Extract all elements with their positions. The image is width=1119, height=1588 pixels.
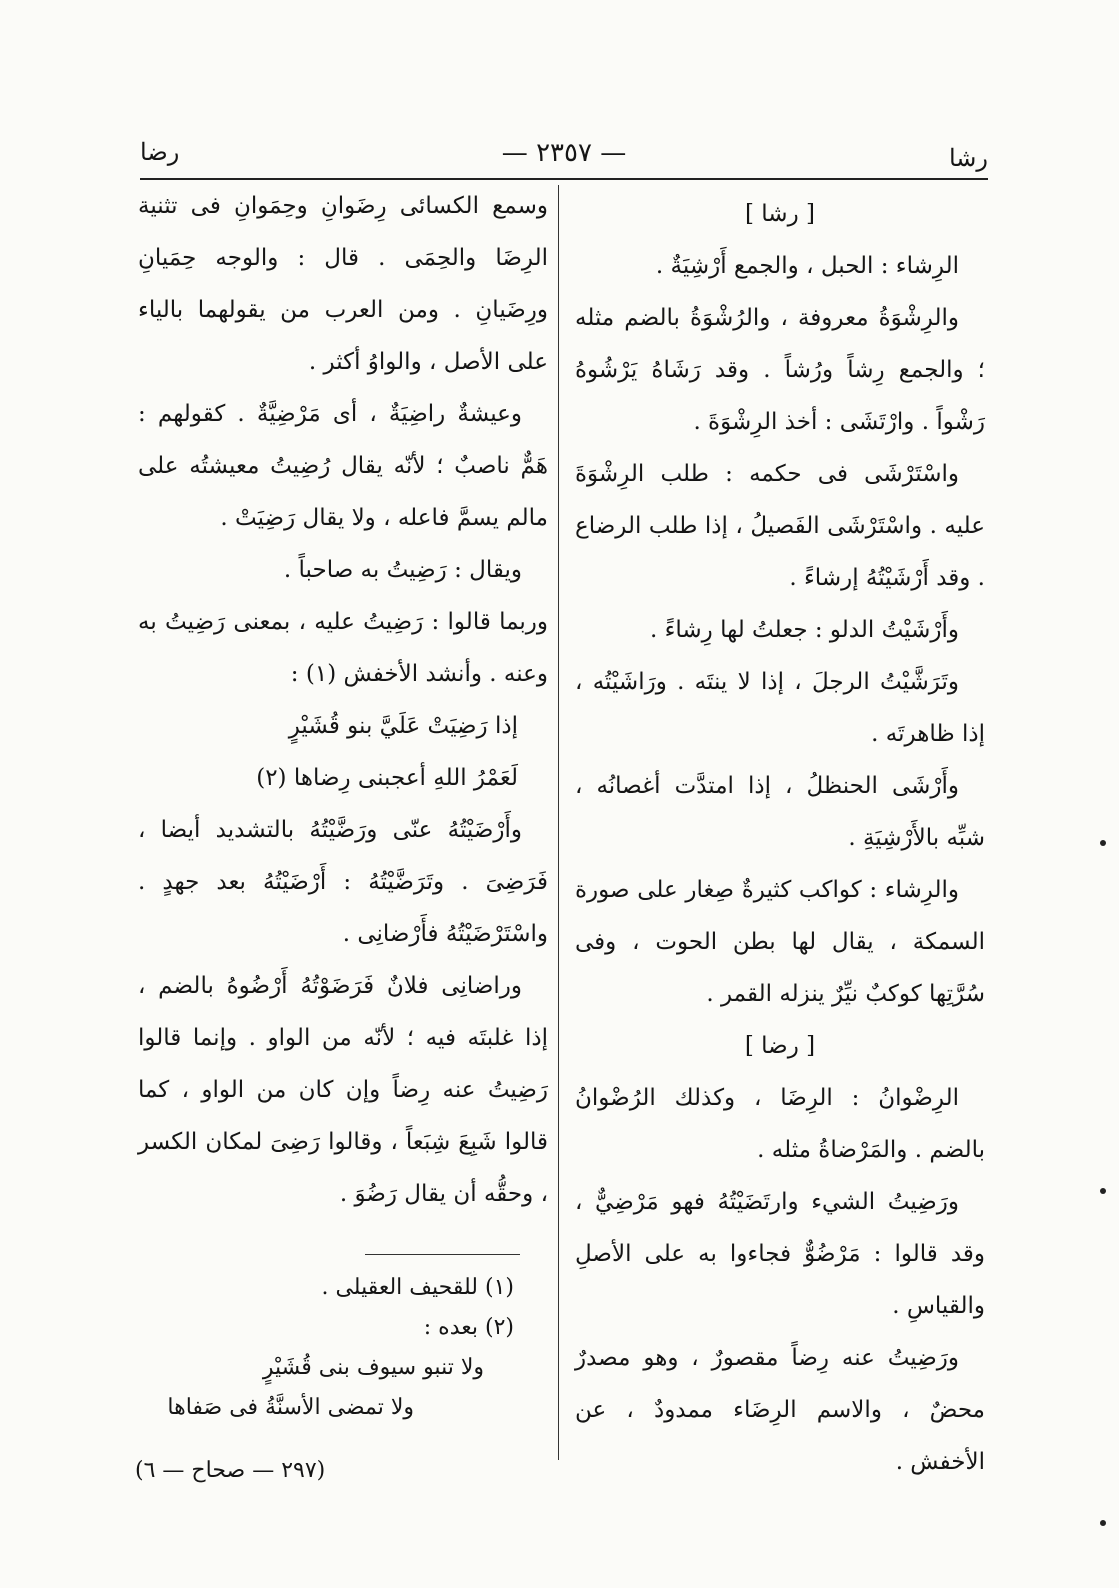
paragraph: الرِضْوانُ : الرِضَا ، وكذلك الرُضْوانُ بالضم . والمَرْضاةُ مثله . [575,1085,985,1163]
footnote-verse-1: ولا تنبو سيوف بنى قُشَيْرٍ [262,1355,484,1380]
paragraph: واسْتَرْشَى فى حكمه : طلب الرِشْوَةَ عليه . واسْتَرْشَى الفَصيلُ ، إذا طلب الرضاع . وقد أَرْشَيْتُهُ إرشاءً . [575,461,985,591]
left-column [138,180,548,1220]
paragraph: ويقال : رَضِيتُ به صاحباً . [283,557,522,583]
page-number: — ٢٣٥٧ — [501,138,627,168]
paragraph: وربما قالوا : رَضِيتُ عليه ، بمعنى رَضِيتُ به وعنه . وأنشد الأخفش (١) : [138,609,548,687]
paragraph: وأَرْضَيْتُهُ عنّى ورَضَّيْتُهُ بالتشديد أيضا ، فَرَضِىَ . وتَرَضَّيْتُهُ : أَرْضَيْتُهُ بعد جهدٍ . واسْتَرْضَيْتُهُ فأَرْضانِى . [138,817,548,947]
paragraph: وعيشةٌ راضِيَةٌ ، أى مَرْضِيَّةٌ . كقولهم : هَمٌّ ناصبٌ ؛ لأنّه يقال رُضِيتُ معيشتُه على مالم يسمَّ فاعله ، ولا يقال رَضِيَتْ . [138,401,548,531]
paragraph: الرِشاء : الحبل ، والجمع أَرْشِيَةٌ . [655,253,959,279]
footnote-rule [365,1254,520,1255]
verse-line: لَعَمْرُ اللهِ أعجبنى رِضاها (٢) [256,765,518,791]
scan-speck [1100,1188,1106,1194]
scan-speck [1100,1520,1106,1526]
paragraph: وأَرْشَى الحنظلُ ، إذا امتدَّت أغصانُه ، شبِّه بالأَرْشِيَةِ . [575,773,985,851]
page-header [140,138,988,178]
scan-speck [1100,840,1106,846]
paragraph: ورَضِيتُ عنه رِضاً مقصورٌ ، وهو مصدرٌ محضٌ ، والاسم الرِضَاء ممدودٌ ، عن الأخفش . [575,1345,985,1475]
paragraph: والرِشاء : كواكب كثيرةٌ صِغار على صورة السمكة ، يقال لها بطن الحوت ، وفى سُرَّتِها كوكبٌ نيِّرٌ ينزله القمر . [575,877,985,1007]
paragraph: وسمع الكسائى رِضَوانِ وحِمَوانِ فى تثنية الرِضَا والحِمَى . قال : والوجه حِمَيانِ ورِضَيانِ . ومن العرب من يقولهما بالياء على الأصل ، والواوُ أكثر . [138,193,548,375]
footnotes [134,1268,514,1428]
paragraph: وتَرَشَّيْتُ الرجلَ ، إذا لا ينتَه . ورَاشَيْتُه ، إذا ظاهرتَه . [575,669,985,747]
paragraph: وراضانِى فلانٌ فَرَضَوْتُهُ أَرْضُوهُ بالضم ، إذا غلبتَه فيه ؛ لأنّه من الواو . وإنما قالوا رَضِيتُ عنه رِضاً وإن كان من الواو ، كما قالوا شَبِعَ شِبَعاً ، وقالوا رَضِىَ لمكان الكسر ، وحقُّه أن يقال رَضُوَ . [138,973,548,1207]
sheet-signature: (٢٩٧ — صحاح — ٦) [135,1458,326,1483]
paragraph: والرِشْوَةُ معروفة ، والرُشْوَةُ بالضم مثله ؛ والجمع رِشاً ورُشاً . وقد رَشَاهُ يَرْشُوهُ رَشْواً . وارْتَشَى : أخذ الرِشْوَةَ . [575,305,985,435]
footnote-verse-2: ولا تمضى الأسنَّةُ فى صَفاها [167,1395,414,1420]
paragraph: ورَضِيتُ الشيء وارتَضَيْتُهُ فهو مَرْضِيٌّ ، وقد قالوا : مَرْضُوٌّ فجاءوا به على الأصلِ والقياسِ . [575,1189,985,1319]
paragraph: وأَرْشَيْتُ الدلو : جعلتُ لها رِشاءً . [649,617,959,643]
entry-heading-rida: [ رضا ] [744,1033,816,1059]
footnote-2: (٢) بعده : [423,1315,514,1340]
header-root-left: رضا [140,138,180,166]
verse-line: إذا رَضِيَتْ عَلَيَّ بنو قُشَيْرٍ [288,713,518,739]
entry-heading-rasha: [ رشا ] [745,201,815,227]
header-root-right: رشا [948,144,988,172]
footnote-1: (١) للقحيف العقيلى . [321,1275,514,1300]
column-divider [558,185,559,1460]
right-column [575,188,985,1488]
